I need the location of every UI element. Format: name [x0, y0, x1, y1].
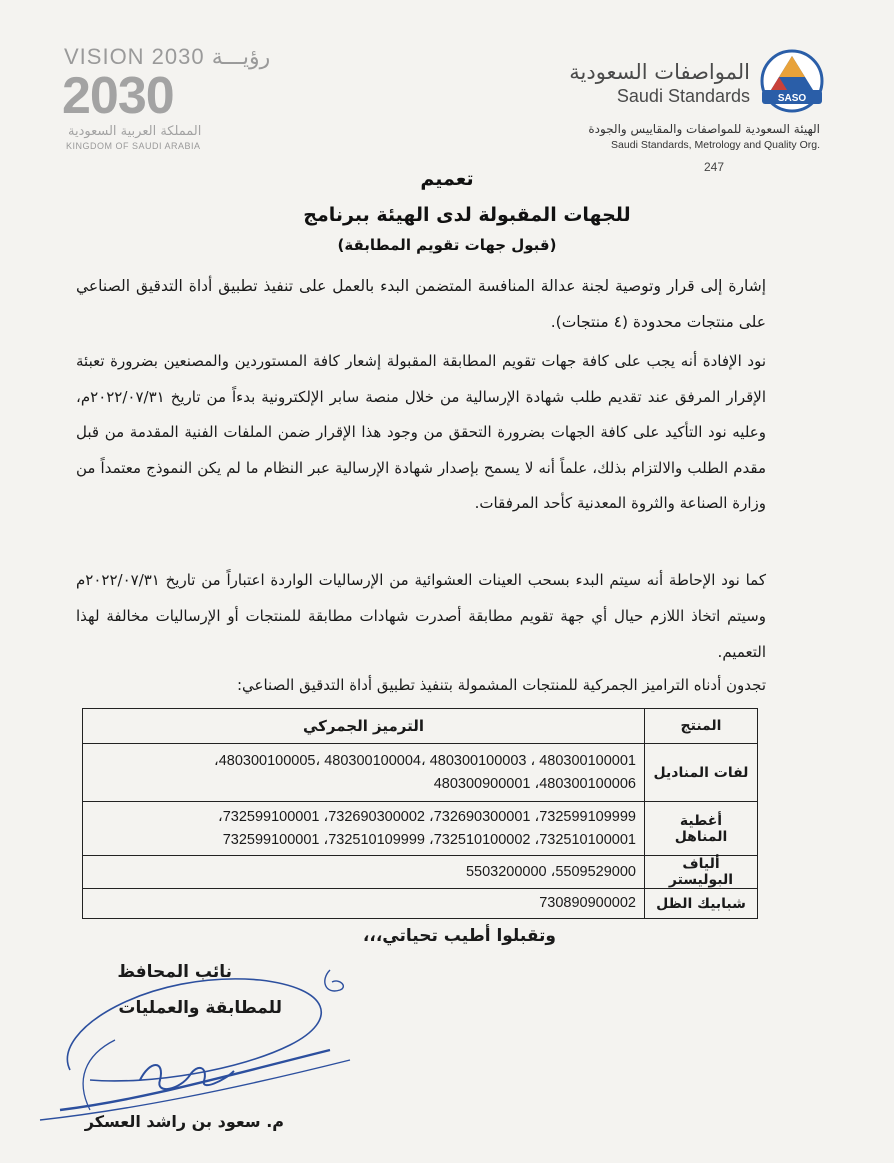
codes-line: 480300100006، 480300900001	[433, 775, 636, 792]
saso-full-name-ar: الهيئة السعودية للمواصفات والمقاييس والجودة	[588, 122, 820, 136]
product-cell: شبابيك الظل	[645, 889, 758, 919]
saso-name-ar: المواصفات السعودية	[569, 60, 750, 84]
table-row	[83, 856, 758, 889]
vision-kingdom-ar: المملكة العربية السعودية	[68, 124, 202, 139]
product-cell: لفات المناديل	[645, 744, 758, 802]
codes-line: 480300100001 ، 480300100003 ،480300100004 ،480300100005،	[214, 752, 636, 769]
saso-full-name-en: Saudi Standards, Metrology and Quality Org.	[611, 139, 820, 151]
paragraph-4: تجدون أدناه الترامیز الجمركية للمنتجات المشمولة بتنفيذ تطبيق أداة التدقيق الصناعي:	[236, 676, 766, 694]
codes-line: 732599109999، 732690300001، 732690300002، 732599100001،	[218, 808, 636, 825]
table-row	[83, 744, 758, 802]
codes-line: 732510100001، 732510100002، 732510109999، 732599100001	[222, 831, 636, 848]
table-row	[83, 802, 758, 856]
table-row	[83, 889, 758, 919]
paragraph-1: إشارة إلى قرار وتوصية لجنة عدالة المنافسة المتضمن البدء بالعمل على تنفيذ تطبيق أداة التدقيق الصناعي على منتجات محدودة (٤ منتجات).	[76, 277, 766, 331]
signatory-title-1: نائب المحافظ	[117, 962, 232, 982]
vision-year: 2030	[62, 67, 174, 125]
program-name: (قبول جهات تقويم المطابقة)	[337, 236, 557, 254]
product-cell: ألياف البوليستر	[645, 856, 758, 889]
circular-subtitle: للجهات المقبولة لدى الهيئة ببرنامج	[303, 204, 631, 226]
codes-cell: 5509529000، 5503200000	[83, 856, 645, 889]
document-number: 247	[704, 160, 725, 174]
paragraph-3: كما نود الإحاطة أنه سيتم البدء بسحب العينات العشوائية من الإرساليات الواردة اعتباراً من تاريخ ٢٠٢٢/٠٧/٣١م وسيتم اتخاذ اللازم حيال أي جهة تقويم مطابقة أصدرت شهادات مطابقة للمنتجات أو الإرساليات مخالفة لهذا التعميم.	[76, 571, 766, 661]
saso-logo-icon	[756, 48, 828, 114]
vision-top-text: VISION 2030 رؤيـــة	[64, 44, 271, 69]
handwritten-signature-icon	[30, 960, 360, 1130]
table-header-row	[83, 709, 758, 744]
signatory-name: م. سعود بن راشد العسكر	[84, 1112, 284, 1131]
codes-cell	[83, 744, 645, 802]
signatory-title-2: للمطابقة والعمليات	[118, 998, 282, 1018]
circular-title: تعميم	[420, 168, 474, 190]
closing-regards: وتقبلوا أطيب تحياتي،،،	[362, 926, 556, 946]
saso-logo-text: SASO	[777, 93, 807, 104]
vision-kingdom-en: KINGDOM OF SAUDI ARABIA	[66, 141, 201, 151]
paragraph-2: نود الإفادة أنه يجب على كافة جهات تقويم المطابقة المقبولة إشعار كافة المستوردين والمصنعين بضرورة تعبئة الإقرار المرفق عند تقديم طلب شهادة الإرسالية من خلال منصة سابر الإلكترونية بدءاً من تاريخ ٢٠٢٢/٠٧/٣١م، وعليه نود التأكيد على كافة الجهات بضرورة التحقق من وجود هذا الإقرار ضمن الملفات الفنية المقدمة من قبل مقدم الطلب والالتزام بذلك، علماً أنه لا يسمح بإصدار شهادة الإرسالية عبر النظام ما لم يكن النموذج معتمداً من وزارة الصناعة والثروة المعدنية كأحد المرفقات.	[76, 352, 766, 513]
codes-cell	[83, 802, 645, 856]
header-product: المنتج	[645, 709, 758, 744]
customs-codes-table	[82, 708, 758, 919]
codes-cell: 730890900002	[83, 889, 645, 919]
vision-2030-logo	[62, 44, 271, 154]
header-codes: الترميز الجمركي	[83, 709, 645, 744]
saso-name-en: Saudi Standards	[616, 86, 750, 106]
product-cell: أغطية المناهل	[645, 802, 758, 856]
